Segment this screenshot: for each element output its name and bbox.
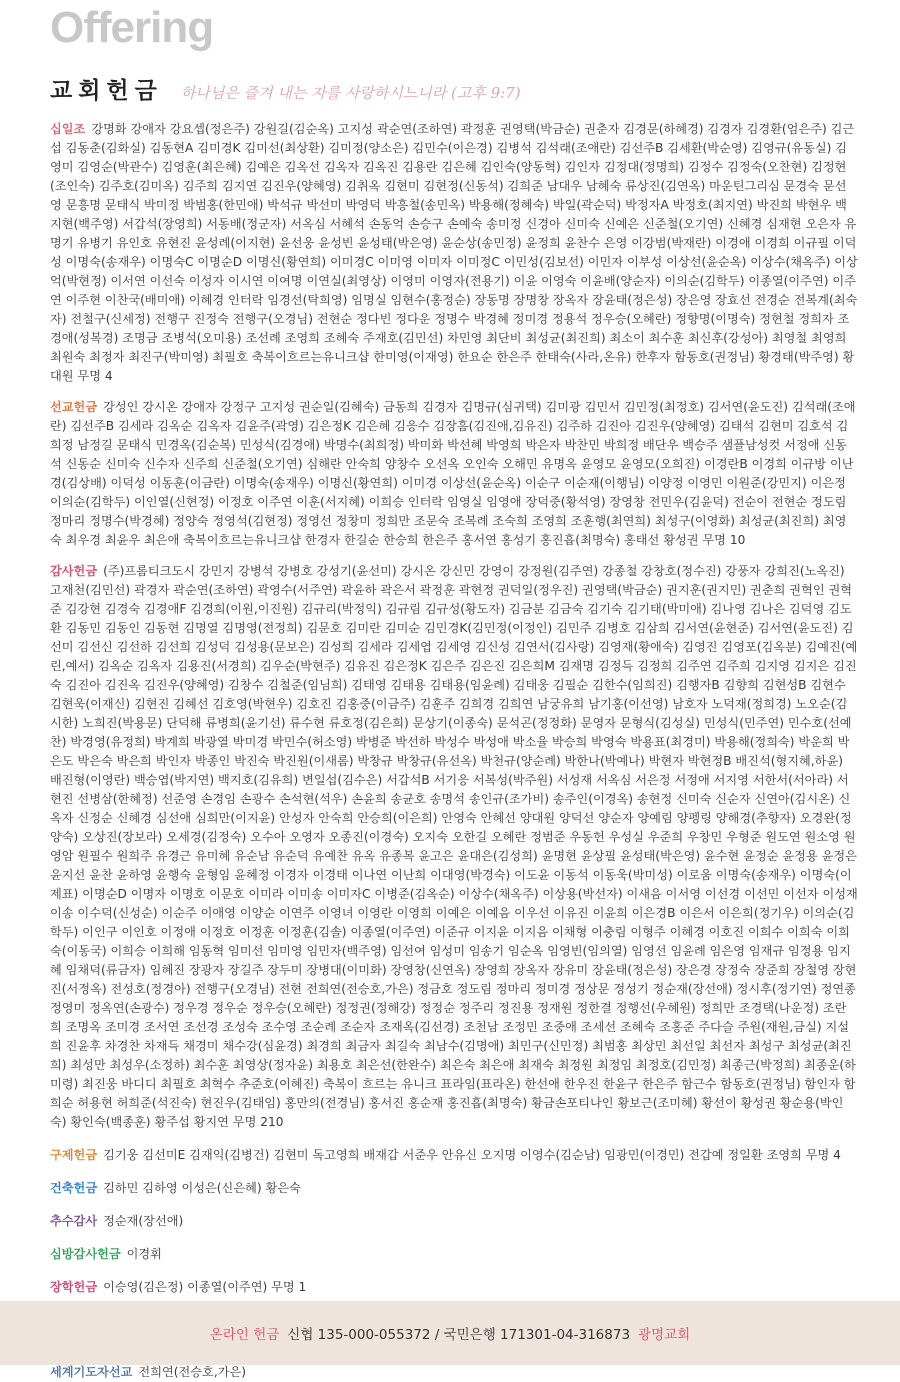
section-names: 이승영(김은정) 이종열(이주연) 무명 1 <box>103 1280 307 1294</box>
footer-bar <box>0 1301 900 1365</box>
section-label: 건축헌금 <box>50 1181 98 1195</box>
section-names: 전희연(전승호,가은) <box>138 1365 246 1379</box>
section-names: (주)프롬티크도시 강민지 강병석 강병호 강성기(윤선미) 강시온 강신민 강영이 강정원(김주연) 강종철 강창호(정수진) 강풍자 강희진(노옥진) 고재천(김민선) 곽경자 곽순연(조하연) 곽영수(서주연) 곽윤하 곽은서 곽정훈 곽현정 권덕일(정우진) 권영택(박금순) 권지훈(권지민) 권춘희 권혁인 권혁준 김강현 김경숙 김경애F 김경희(이원,이진원) 김규리(박정익) 김규림 김규성(황도자) 김금분 김금숙 김기숙 김기태(박미애) 김나영 김나은 김덕영 김도환 김동민 김동인 김동현 김명열 김명영(전정희) 김문호 김미란 김미순 김민경K(김민정(이정인) 김민주 김병호 김삼희 김서연(윤현준) 김서연(윤도진) 김선미 김선신 김선하 김선희 김성덕 김성용(문보은) 김성희 김세라 김세엽 김세영 김신성 김연서(김사랑) 김영재(황애숙) 김영진 김영포(김옥분) 김예진(예린,예서) 김옥순 김옥자 김용진(서경희) 김우순(박현주) 김유진 김은정K 김은주 김은진 김은희M 김재명 김정득 김정희 김주연 김주희 김지영 김지은 김진숙 김진아 김진옥 김진우(양혜영) 김창수 김철준(임님희) 김태영 김태용 김태용(임윤례) 김태웅 김필순 김한수(임희진) 김행자B 김향희 김현성B 김현수 김현욱(이재신) 김현진 김혜선 김호영(박현우) 김호진 김홍중(이금주) 김훈주 김희경 김희연 남궁유희 남기홍(이선영) 남호자 노덕재(정희경) 노오순(김시한) 노희진(박용문) 단덕해 류병희(윤기선) 류수현 류호정(김은희) 문상기(이종숙) 문석곤(정정화) 문영자 문형식(김성실) 민성식(민주연) 민수호(선예찬) 박경영(유정희) 박계희 박광열 박미경 박민수(허소영) 박병준 박선하 박성수 박성애 박소율 박승희 박영숙 박용표(최경미) 박용해(정희숙) 박운희 박은도 박은숙 박은희 박인자 박종인 박진숙 박진원(이새롬) 박창규 박창규(유선옥) 박천규(양순례) 박한나(박예나) 박현자 박현정B 배진석(형지혜,하윤) 배진형(이영란) 백승엽(박지연) 백지호(김유희) 변일섭(김수은) 서갑석B 서기응 서복성(박주원) 서성재 서옥심 서은정 서정애 서지영 서한서(서아라) 서현진 선병삼(한혜정) 선준영 손경임 손광수 손석현(석우) 손윤희 송균호 송명석 송인규(조가비) 송주인(이경옥) 송현정 신미숙 신순자 신연아(김시온) 신옥자 신정순 신혜경 심선애 심희만(이지윤) 안성자 안숙희 안승희(이은희) 안영숙 안혜선 양대원 양덕선 양순자 양예림 양펭링 양해경(추향자) 오경완(정양숙) 오상진(장보라) 오세경(김정숙) 오수아 오영자 오종진(이경숙) 오지숙 오한길 오혜란 정범준 우동헌 우성실 우준희 우창민 우형준 원도연 원소영 원영암 원필수 원희주 유경근 유미혜 유순남 유순덕 유예찬 유옥 유종복 윤고은 윤대은(김성희) 윤명현 윤상필 윤성태(박은영) 윤수현 윤정순 윤정용 윤정은 윤지선 윤찬 윤하영 윤행숙 윤형임 윤혜정 이경자 이경태 이나연 이난희 이대영(박경숙) 이도윤 이동석 이동욱(박미성) 이로움 이명숙(송재우) 이명숙(이제표) 이명순D 이명자 이명호 이문호 이미라 이미송 이미자C 이병준(김옥순) 이상수(채옥주) 이상용(박선자) 이새음 이서영 이선경 이선민 이선자 이성재 이송 이수덕(신성순) 이순주 이애영 이양순 이연주 이영녀 이영란 이영희 이예은 이예음 이우선 이유진 이윤희 이은경B 이은서 이은희(정기우) 이의순(김학두) 이인구 이인호 이정애 이정호 이정훈 이정훈(김솔) 이종열(이주연) 이준규 이지윤 이지음 이채형 이충림 이형주 이혜경 이호진 이희수 이희숙 이희숙(이동국) 이희승 이희해 임동혁 임미선 임미영 임민자(백주영) 임선여 임성미 임송기 임순옥 임영빈(임의열) 임영선 임윤례 임은영 임재규 임정용 임지혜 임채덕(류금자) 임혜진 장광자 장길주 장두미 장병대(이미화) 장영창(신연옥) 장영희 장옥자 장유미 장윤태(정은성) 장은경 장정숙 장준희 장철영 장현진(서정옥) 전성호(정경아) 전행구(오경님) 전현 전희연(전승호,가은) 정금호 정도림 정마리 정미경 정상문 정성기 정순재(장선애) 정시후(정기연) 정연종 정영미 정옥연(손광수) 정우경 정우순 정우승(오혜란) 정정권(정해강) 정정순 정주리 정진용 정재원 정한결 정행선(우혜원) 정희만 조경택(나운정) 조란희 조명옥 조미경 조서연 조선경 조성숙 조수영 조순례 조순자 조재옥(김선경) 조천남 조정민 조중애 조세선 조혜숙 조홍준 주다슬 주원(재원,금실) 지설희 진윤후 차경찬 차재득 채경미 채수강(심윤경) 최경희 최금자 최길숙 최남수(김명애) 최민구(신민정) 최범홍 최상민 최선일 최선자 최성구 최성균(최진희) 최성만 최성우(소정하) 최수훈 최영상(정자윤) 최용호 최은선(한완수) 최은숙 최은애 최재숙 최정원 최정임 최정호(김민정) 최종근(박정희) 최종운(하미령) 최진웅 바디디 최필호 최혁수 추준호(이혜진) 축복이 흐르는 유니크 표라임(표라온) 한선애 한우진 한윤구 한은주 함근수 함동호(권정님) 함인자 함희순 허용현 허희준(석진숙) 현진우(김태임) 홍만의(전경님) 홍서진 홍순재 홍진흡(최명숙) 황금손포티나인 황보근(조미혜) 황선이 황성권 황순용(박인숙) 황인숙(백종훈) 황주섭 황지연 무명 210 <box>50 564 858 1129</box>
section-names: 정순재(장선애) <box>103 1214 184 1228</box>
section-names: 김기웅 김선미E 김재익(김병건) 김현미 독고영희 배재갑 서준우 안유신 오지명 이영수(김순남) 임광민(이경민) 전갑예 정일환 조영희 무명 4 <box>103 1148 841 1162</box>
section-thanks <box>50 562 858 1132</box>
section-label: 구제헌금 <box>50 1148 98 1162</box>
section-label: 장학헌금 <box>50 1280 98 1294</box>
footer-account: 신협 135-000-055372 / 국민은행 171301-04-316873 <box>287 1327 631 1343</box>
section-label: 감사헌금 <box>50 564 98 578</box>
section-scholarship <box>50 1278 858 1297</box>
page-title: 교회헌금 <box>50 78 163 104</box>
offering-list <box>50 120 858 1382</box>
footer-church: 광명교회 <box>638 1327 691 1343</box>
section-visit <box>50 1245 858 1264</box>
section-label: 추수감사 <box>50 1214 98 1228</box>
section-relief <box>50 1146 858 1165</box>
section-mission <box>50 398 858 550</box>
section-names: 강성인 강시온 강애자 강정구 고지성 권순일(김혜숙) 금동희 김경자 김명규(심귀택) 김미광 김민서 김민정(최정호) 김서연(윤도진) 김석래(조애란) 김선주B 김세라 김옥순 김옥자 김윤주(곽영) 김은정K 김은혜 김응수 김장흠(김진애,김유진) 김주하 김진아 김진우(양혜영) 김태석 김현미 김호석 김희정 남정길 문태식 민경옥(김순복) 민성식(김경애) 박명수(최희정) 박미화 박선혜 박영희 박은자 박찬민 박희정 배단우 백승주 샘플남성컷 서정애 신동석 신동순 신미숙 신수자 신주희 신준철(오기연) 심해란 안숙희 양창수 오선옥 오인숙 오해민 유명옥 윤영모 윤영모(오희진) 이경란B 이경희 이규방 이난경(김상배) 이덕성 이동훈(이금란) 이명숙(송재우) 이명신(황연희) 이미경 이상선(윤순옥) 이순구 이순재(이행님) 이양정 이영민 이원준(강민지) 이은정 이의순(김학두) 이인열(신현정) 이정호 이주연 이훈(서지혜) 이희승 인터락 임영실 임영애 장덕중(황석영) 장영창 전민우(김윤덕) 전순이 전현순 정도림 정마리 정명수(박경혜) 정양숙 정영석(김현정) 정영선 정창미 정희만 조문숙 조복례 조숙희 조영희 조훈행(최연희) 최성구(이영화) 최성균(최진희) 최영숙 최우경 최윤우 최은애 축복이흐르는유니크샵 한경자 한길순 한승희 한은주 홍서연 홍성기 홍진흡(최명숙) 홍태선 황성권 무명 10 <box>50 400 856 547</box>
section-label: 세계기도자선교 <box>50 1365 133 1379</box>
title-row <box>50 72 850 105</box>
section-names: 이경휘 <box>126 1247 162 1261</box>
footer-label: 온라인 헌금 <box>209 1327 280 1343</box>
page-verse: 하나님은 즐겨 내는 자를 사랑하시느니라 (고후 9:7) <box>180 84 521 102</box>
section-harvest <box>50 1212 858 1231</box>
section-building <box>50 1179 858 1198</box>
header-word: Offering <box>50 3 214 52</box>
section-label: 십일조 <box>50 122 86 136</box>
section-label: 선교헌금 <box>50 400 98 414</box>
section-world-prayer <box>50 1363 858 1382</box>
section-label: 심방감사헌금 <box>50 1247 121 1261</box>
section-tithe <box>50 120 858 386</box>
section-names: 김하민 김하영 이성은(신은혜) 황은숙 <box>103 1181 301 1195</box>
section-names: 강명화 강애자 강요셉(정은주) 강원길(김순옥) 고지성 곽순연(조하연) 곽정훈 권영택(박금순) 권춘자 김경문(하혜경) 김경자 김경환(엄은주) 김근섭 김동춘(김화실) 김동현A 김미경K 김미선(최상환) 김미정(양소은) 김민수(이은경) 김병석 김석래(조애란) 김선주B 김세환(박순영) 김영규(유동실) 김영미 김영순(박관수) 김영훈(최은혜) 김예은 김옥선 김옥자 김옥진 김용란 김은혜 김인숙(양동혁) 김인자 김정대(정명희) 김정수 김정숙(오찬현) 김정현(조인숙) 김주호(김미옥) 김주희 김지연 김진우(양혜영) 김취옥 김현미 김현정(신동석) 김희준 남대우 남혜숙 류상진(김연옥) 마운틴그리심 문경숙 문선영 문흥명 문태식 박미정 박범홍(한민애) 박석규 박선미 박영덕 박흥철(송민옥) 박용해(정혜숙) 박일(곽순덕) 박정자A 박정호(최지연) 박진희 박현우 백지현(백주영) 서갑석(장영희) 서동배(정군자) 서옥심 서혜석 손동억 손승구 손예숙 송미정 신경아 신미숙 신예은 신준철(오기연) 신혜경 심재현 오은자 유명기 유병기 유인호 유현진 윤성례(이지현) 윤선웅 윤성빈 윤성태(박은영) 윤순상(송민정) 윤정희 윤찬수 은영 이강범(박재란) 이경애 이경희 이규필 이덕성 이명숙(송재우) 이명숙C 이명순D 이명신(황연희) 이미경C 이미영 이미자 이미정C 이민성(김보선) 이민자 이부성 이상선(윤순옥) 이상수(채옥주) 이상억(박현정) 이서연 이선숙 이성자 이시연 이여명 이연실(최영상) 이영미 이영자(전용기) 이윤 이영숙 이윤배(양순자) 이의순(김학두) 이종열(이주연) 이주연 이주현 이찬국(배미애) 이혜경 인터락 임경선(탁희영) 임명실 임현수(홍정순) 장동명 장명창 장옥자 장윤태(정은성) 장은영 장효선 전경순 전복계(최숙자) 전철구(신세정) 전행구 진정숙 전행구(오경님) 전현순 정다빈 정다운 정명수 박경혜 정미경 정용석 정우승(오혜란) 정향명(이명숙) 정현철 정희자 조경애(성복경) 조명금 조병석(오미용) 조선례 조영희 조혜숙 주재호(김민선) 차민영 최단비 최성균(최진희) 최소이 최수훈 최신후(강성아) 최영철 최영희 최원숙 최정자 최진구(박미영) 최필호 축복이흐르는유니크샵 한미영(이재영) 한요순 한은주 한태숙(사라,온유) 한후자 함동호(권정님) 황경태(박주영) 황대원 무명 4 <box>50 122 858 383</box>
